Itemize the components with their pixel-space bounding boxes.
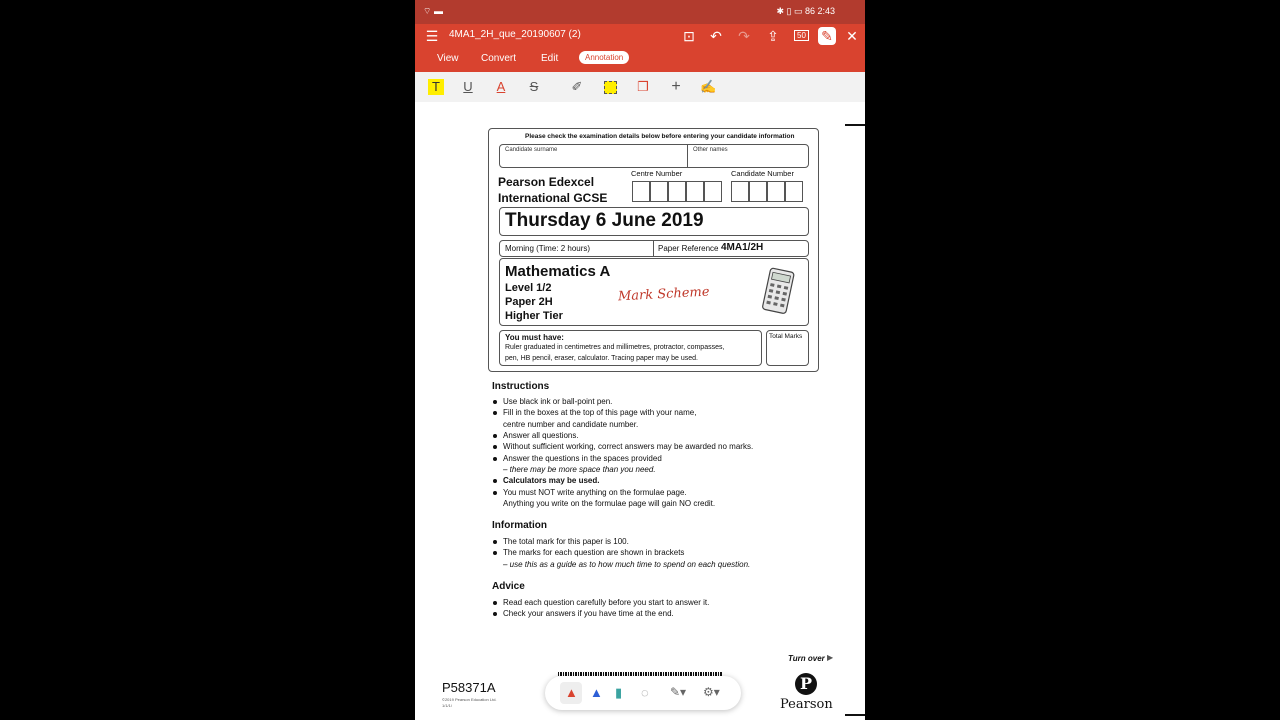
- candidate-cell[interactable]: [749, 181, 767, 202]
- publisher-name: Pearson: [780, 697, 833, 712]
- document-page: [415, 102, 865, 720]
- lasso-icon[interactable]: ◌: [641, 685, 649, 700]
- candidate-number-label: Candidate Number: [731, 169, 794, 178]
- check-text: Please check the examination details below before entering your candidate information: [525, 133, 795, 140]
- paper-reference: 4MA1/2H: [721, 242, 764, 253]
- instruction-item: Anything you write on the formulae page will gain NO credit.: [503, 499, 716, 508]
- highlight-icon[interactable]: T: [428, 79, 444, 95]
- instruction-item: – there may be more space than you need.: [503, 465, 656, 474]
- phone-screen: [415, 0, 865, 720]
- brand-line-1: Pearson Edexcel: [498, 175, 595, 189]
- level-text: Level 1/2: [505, 282, 552, 294]
- pen-toolbar: [545, 676, 741, 710]
- subject-title: Mathematics A: [505, 263, 611, 280]
- instructions-title: Instructions: [492, 381, 550, 392]
- instruction-item: Answer the questions in the spaces provided: [503, 454, 662, 463]
- text-color-icon[interactable]: A: [496, 79, 506, 94]
- bullet: [493, 400, 497, 404]
- candidate-cell[interactable]: [767, 181, 785, 202]
- wifi-icon: ⌔ ▬: [423, 6, 443, 16]
- bullet: [493, 445, 497, 449]
- instruction-item: Calculators may be used.: [503, 476, 600, 485]
- redo-icon[interactable]: ↷: [738, 28, 750, 44]
- tab-edit[interactable]: Edit: [541, 53, 559, 64]
- instruction-item: Without sufficient working, correct answers may be awarded no marks.: [503, 442, 754, 451]
- exam-date: Thursday 6 June 2019: [505, 210, 704, 231]
- hamburger-icon[interactable]: ☰: [425, 28, 439, 44]
- centre-cell[interactable]: [686, 181, 704, 202]
- handwritten-annotation[interactable]: Mark Scheme: [617, 284, 710, 305]
- red-pen-icon[interactable]: ▲: [565, 685, 578, 700]
- bullet: [493, 551, 497, 555]
- information-item: The marks for each question are shown in brackets: [503, 548, 685, 557]
- eraser-icon[interactable]: ✐: [571, 79, 583, 94]
- tier-text: Higher Tier: [505, 310, 563, 322]
- instruction-item: Fill in the boxes at the top of this page with your name,: [503, 408, 697, 417]
- status-bar: [415, 0, 865, 24]
- centre-cell[interactable]: [632, 181, 650, 202]
- bullet: [493, 491, 497, 495]
- paper-code: P58371A: [442, 680, 496, 695]
- blue-pen-icon[interactable]: ▲: [590, 685, 603, 700]
- calculator-icon: [760, 266, 798, 318]
- underline-icon[interactable]: U: [463, 79, 473, 94]
- area-highlight-icon[interactable]: [602, 79, 618, 95]
- status-right: ✱ ▯ ▭ 86 2:43: [776, 6, 835, 16]
- close-icon[interactable]: ✕: [846, 28, 858, 44]
- pen-icon[interactable]: ✎: [818, 27, 836, 45]
- advice-item: Check your answers if you have time at the end.: [503, 609, 674, 618]
- centre-cell[interactable]: [668, 181, 686, 202]
- save-icon[interactable]: ⊡: [683, 28, 695, 44]
- eraser-tool-icon[interactable]: ✎▾: [670, 685, 687, 699]
- information-title: Information: [492, 520, 547, 531]
- brand-line-2: International GCSE: [498, 191, 608, 205]
- undo-icon[interactable]: ↶: [710, 28, 722, 44]
- bullet: [493, 540, 497, 544]
- information-item: The total mark for this paper is 100.: [503, 537, 629, 546]
- tab-bar: [415, 48, 865, 72]
- instruction-item: You must NOT write anything on the formulae page.: [503, 488, 687, 497]
- share-icon[interactable]: ⇪: [767, 28, 779, 44]
- instruction-item: centre number and candidate number.: [503, 420, 639, 429]
- bullet: [493, 612, 497, 616]
- add-icon[interactable]: +: [671, 78, 681, 95]
- bullet: [493, 457, 497, 461]
- turn-over-arrow-icon: ▶: [827, 653, 834, 662]
- pearson-logo-icon: P: [795, 673, 817, 695]
- candidate-cell[interactable]: [731, 181, 749, 202]
- turn-over-text: Turn over: [788, 654, 825, 663]
- bullet: [493, 411, 497, 415]
- bullet: [493, 434, 497, 438]
- instruction-item: Answer all questions.: [503, 431, 579, 440]
- page-mark-top: [845, 124, 865, 126]
- must-have-line-2: pen, HB pencil, eraser, calculator. Tracing paper may be used.: [505, 355, 698, 362]
- centre-cell[interactable]: [704, 181, 722, 202]
- page-count-badge[interactable]: 50: [794, 30, 809, 41]
- session-divider: [653, 240, 654, 257]
- copyright: ©2019 Pearson Education Ltd.: [442, 697, 497, 702]
- session-text: Morning (Time: 2 hours): [505, 244, 591, 253]
- advice-item: Read each question carefully before you start to answer it.: [503, 598, 710, 607]
- other-names-label: Other names: [693, 147, 728, 153]
- title-bar: [415, 24, 865, 48]
- strikethrough-icon[interactable]: S: [529, 79, 539, 94]
- advice-title: Advice: [492, 581, 525, 592]
- page-mark-bottom: [845, 714, 865, 716]
- tab-annotation[interactable]: Annotation: [579, 51, 629, 64]
- settings-icon[interactable]: ⚙▾: [703, 685, 720, 699]
- candidate-cell[interactable]: [785, 181, 803, 202]
- signature-icon[interactable]: ✍: [700, 79, 717, 94]
- tab-view[interactable]: View: [437, 53, 459, 64]
- name-divider: [687, 144, 688, 168]
- information-item: – use this as a guide as to how much time to spend on each question.: [503, 560, 751, 569]
- document-title: 4MA1_2H_que_20190607 (2): [449, 29, 581, 40]
- centre-cell[interactable]: [650, 181, 668, 202]
- shape-icon[interactable]: ❐: [637, 79, 649, 94]
- bullet: [493, 479, 497, 483]
- paper-text: Paper 2H: [505, 296, 553, 308]
- copyright-code: 1/1/1/: [442, 703, 453, 708]
- tab-convert[interactable]: Convert: [481, 53, 517, 64]
- highlighter-icon[interactable]: ▮: [615, 685, 623, 700]
- instruction-item: Use black ink or ball-point pen.: [503, 397, 613, 406]
- centre-number-label: Centre Number: [631, 169, 683, 178]
- bullet: [493, 601, 497, 605]
- must-have-line-1: Ruler graduated in centimetres and millimetres, protractor, compasses,: [505, 344, 725, 351]
- must-have-title: You must have:: [505, 333, 564, 342]
- paper-reference-label: Paper Reference: [658, 244, 719, 253]
- total-marks-label: Total Marks: [769, 333, 803, 340]
- annotation-toolbar: [415, 72, 865, 103]
- candidate-surname-label: Candidate surname: [505, 147, 558, 153]
